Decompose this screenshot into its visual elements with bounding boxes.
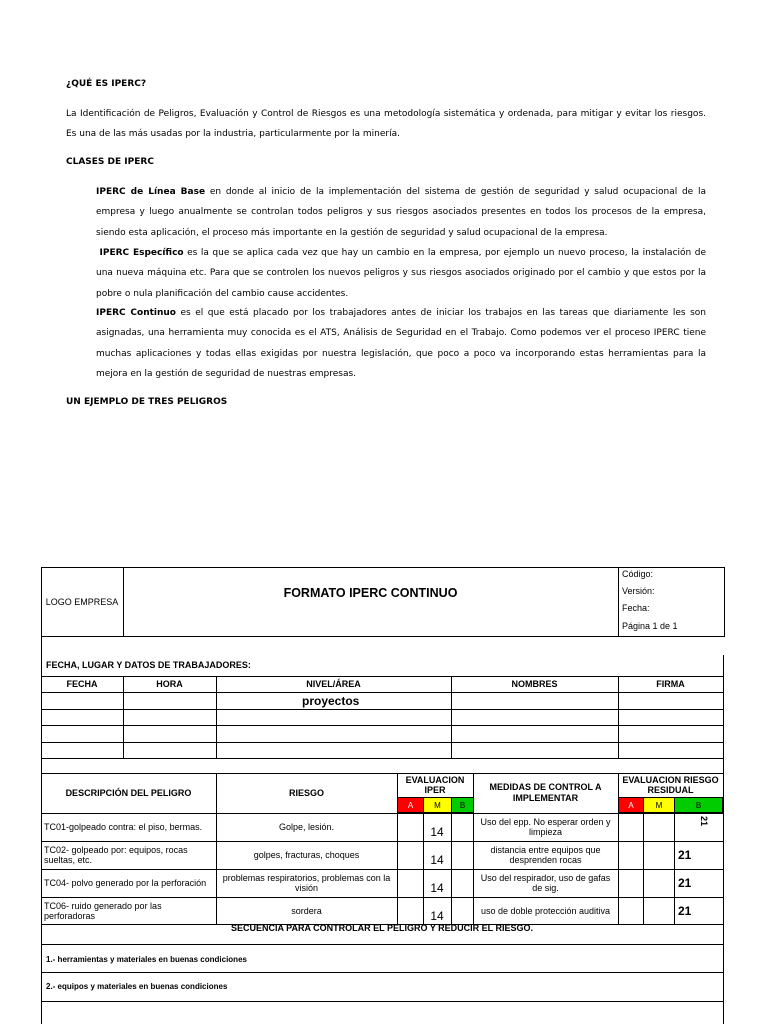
residual-b-header: B: [674, 797, 723, 813]
row-2-iper-m: 14: [430, 853, 444, 867]
row-3-peligro: TC04- polvo generado por la perforación: [44, 878, 207, 888]
row-3-riesgo: problemas respiratorios, problemas con la visión: [222, 873, 391, 893]
paragraph-especifico: [96, 243, 706, 304]
header-eval-iper: EVALUACION IPER: [405, 775, 465, 795]
version-label: Versión:: [622, 586, 655, 596]
col-firma: FIRMA: [656, 679, 685, 689]
col-nivel-area: NIVEL/ÁREA: [306, 679, 361, 689]
header-medidas: MEDIDAS DE CONTROL A IMPLEMENTAR: [489, 782, 602, 803]
datos-trabajadores-title: FECHA, LUGAR Y DATOS DE TRABAJADORES:: [46, 660, 251, 670]
row-1-medida: Uso del epp. No esperar orden y limpieza: [480, 817, 611, 837]
row-4-riesgo: sordera: [291, 905, 322, 916]
iper-b-header: B: [451, 797, 474, 813]
row-4-medida: uso de doble protección auditiva: [480, 905, 611, 916]
row-1-peligro: TC01-golpeado contra: el piso, bermas.: [44, 822, 203, 832]
section-title-que-es: ¿QUÉ ES IPERC?: [66, 79, 147, 89]
row-2-riesgo: golpes, fracturas, choques: [253, 850, 360, 860]
text-continuo: es el que está placado por los trabajadores antes de iniciar los trabajos en las tareas que diariamente les son asignadas, una herramienta muy conocida es el ATS, Análisis de Seguridad en el Trabajo. Como podemos ver el proceso IPERC tiene muchas aplicaciones y todas ellas exigidas por nuestra legislación, que poco a poco va incorporando estas herramientas para la mejora en la gestión de seguridad de nuestras empresas.: [96, 308, 706, 379]
pagina-label: Página 1 de 1: [622, 621, 678, 631]
paragraph-continuo: [96, 303, 706, 384]
row-3-iper-m: 14: [430, 881, 444, 895]
section-title-ejemplo: UN EJEMPLO DE TRES PELIGROS: [66, 397, 228, 407]
row-4-iper-m: 14: [430, 909, 444, 923]
row-2-medida: distancia entre equipos que desprenden rocas: [490, 845, 601, 865]
secuencia-item-1: 1.- herramientas y materiales en buenas condiciones: [46, 954, 247, 964]
text-especifico: es la que se aplica cada vez que hay un cambio en la empresa, por ejemplo un nuevo proceso, la instalación de una nueva máquina etc. Para que se controlen los nuevos peligros y sus riesgos asociados originado por el cambio y que estos por la pobre o nula planificación del cambio cause accidentes.: [96, 248, 706, 299]
codigo-label: Código:: [622, 569, 654, 579]
term-especifico: IPERC Específico: [99, 248, 184, 258]
row-2-residual-b: 21: [678, 848, 692, 862]
nivel-area-value: proyectos: [302, 694, 360, 708]
col-hora: HORA: [156, 679, 183, 689]
secuencia-item-2: 2.- equipos y materiales en buenas condiciones: [46, 981, 228, 991]
row-1-iper-m: 14: [430, 825, 444, 839]
row-3-medida: Uso del respirador, uso de gafas de sig.: [480, 873, 611, 893]
col-nombres: NOMBRES: [511, 679, 558, 689]
form-title: FORMATO IPERC CONTINUO: [283, 586, 458, 600]
text-linea-base: en donde al inicio de la implementación del sistema de gestión de seguridad y salud ocupacional de la empresa y luego anualmente se controlan todos peligros y sus riesgos asociados presentes en todos los procesos de la empresa, siendo esta aplicación, el proceso más importante en la gestión de seguridad y salud ocupacional de la empresa.: [96, 187, 706, 238]
term-linea-base: IPERC de Línea Base: [96, 187, 206, 197]
term-continuo: IPERC Continuo: [96, 308, 176, 318]
header-eval-residual: EVALUACION RIESGO RESIDUAL: [622, 775, 719, 795]
intro-paragraph: La Identificación de Peligros, Evaluación y Control de Riesgos es una metodología sistemática y ordenada, para mitigar y evitar los riesgos. Es una de las más usadas por la industria, particularmente por la minería.: [66, 109, 706, 140]
col-fecha: FECHA: [66, 679, 98, 689]
row-1-residual-b: 21: [699, 815, 709, 826]
section-title-clases: CLASES DE IPERC: [66, 157, 154, 167]
iper-a-header: A: [397, 797, 424, 813]
logo-empresa: LOGO EMPRESA: [45, 597, 119, 607]
row-4-residual-b: 21: [678, 903, 692, 918]
row-1-riesgo: Golpe, lesión.: [278, 822, 335, 832]
residual-a-header: A: [618, 797, 644, 813]
header-descripcion: DESCRIPCIÓN DEL PELIGRO: [65, 788, 192, 798]
row-2-peligro: TC02- golpeado por: equipos, rocas sueltas, etc.: [44, 845, 188, 865]
iper-m-header: M: [423, 797, 452, 813]
row-4-peligro: TC06- ruido generado por las perforadoras: [44, 900, 162, 921]
fecha-doc-label: Fecha:: [622, 603, 650, 613]
header-riesgo: RIESGO: [288, 788, 324, 798]
residual-m-header: M: [643, 797, 675, 813]
paragraph-linea-base: [96, 182, 706, 243]
secuencia-title: SECUENCIA PARA CONTROLAR EL PELIGRO Y REDUCIR EL RIESGO.: [230, 923, 534, 933]
row-3-residual-b: 21: [678, 876, 692, 890]
